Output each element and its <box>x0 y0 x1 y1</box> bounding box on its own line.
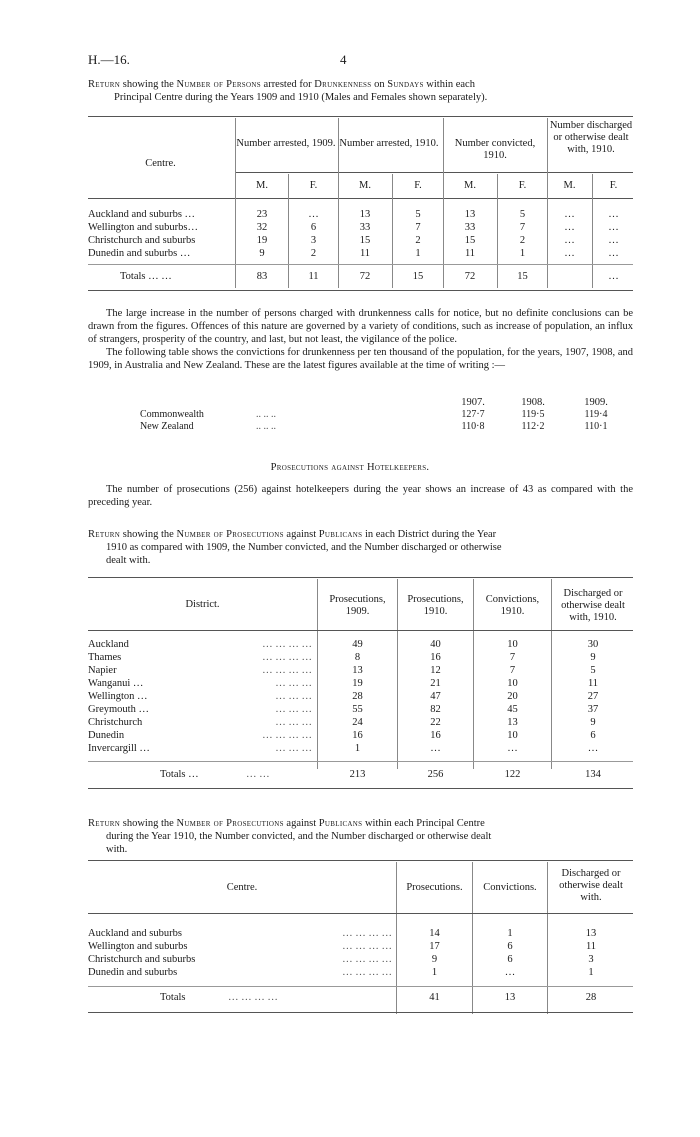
conv-row-dots: .. .. .. <box>256 409 276 420</box>
conv-year-1908: 1908. <box>521 397 545 408</box>
table-cell: 32 <box>256 222 268 233</box>
table-row-label: Dunedin and suburbs <box>88 967 178 978</box>
table-total-cell: 15 <box>412 271 424 282</box>
table-cell: 1 <box>354 743 361 754</box>
table-cell: 10 <box>507 730 518 741</box>
table-cell: 21 <box>430 678 441 689</box>
table-cell: 10 <box>507 678 518 689</box>
table-cell: 11 <box>359 248 371 259</box>
paragraph-drunkenness: The large increase in the number of persons charged with drunkenness calls for notice, but no definite conclusions can be drawn from the figures. Offences of this nature are governed by a variety of conditions, such as increase of population, an influx of strangers, prosperity of the country, and last, but not least, the vigilance of the police. The following table shows the convictions for drunkenness per ten thousand of the population, for the years, 1907, 1908, and 1909, in Australia and New Zealand. These are the latest figures available at the time of writing :— <box>88 308 633 371</box>
table-cell: … <box>430 743 441 754</box>
table-cell: … <box>564 248 575 259</box>
t2-col-pros-1909: Prosecutions, 1909. <box>329 594 386 617</box>
table-cell: 3 <box>588 954 594 965</box>
t1-col-arrested-1909: Number arrested, 1909. <box>236 138 336 149</box>
table-row-label: Christchurch <box>88 717 143 728</box>
table-cell: 15 <box>464 235 476 246</box>
table-total-cell: 256 <box>427 769 444 780</box>
table-row-label: Auckland <box>88 639 129 650</box>
table-total-cell: … <box>608 271 619 282</box>
table-cell: 3 <box>310 235 317 246</box>
table-row-dots: … … … <box>275 717 312 728</box>
conv-cell: 110·8 <box>461 421 485 432</box>
table-cell: 6 <box>507 954 513 965</box>
table-cell: … <box>564 235 575 246</box>
t1-col-convicted-1910: Number convicted, 1910. <box>454 138 536 161</box>
table-cell: … <box>608 248 619 259</box>
table-row-dots: … … … <box>275 743 312 754</box>
table-cell: 28 <box>352 691 363 702</box>
table-row-label: Wellington and suburbs <box>88 941 188 952</box>
table-cell: 37 <box>587 704 599 715</box>
table-row-label: Napier <box>88 665 117 676</box>
table-cell: 6 <box>590 730 596 741</box>
table-total-cell: 41 <box>429 992 440 1003</box>
table-cell: 16 <box>352 730 363 741</box>
table-cell: 15 <box>359 235 371 246</box>
t1-sub-m-2: M. <box>359 180 371 191</box>
table-cell: 11 <box>585 941 597 952</box>
table-row-dots: … … … … <box>342 954 392 965</box>
conv-cell: 110·1 <box>584 421 608 432</box>
table-row-dots: … … … … <box>342 967 392 978</box>
t1-col-discharged: Number discharged or otherwise dealt with, 1910. <box>549 120 633 155</box>
table-row-dots: … … … … <box>342 928 392 939</box>
t1-col-centre: Centre. <box>145 158 176 169</box>
table-cell: 5 <box>415 209 421 220</box>
table-row-label: Dunedin and suburbs … <box>88 248 191 259</box>
table-total-cell: 72 <box>359 271 371 282</box>
conv-year-1907: 1907. <box>461 397 485 408</box>
table-cell: 11 <box>464 248 476 259</box>
table-row-dots: … … … … <box>262 665 312 676</box>
table-cell: 2 <box>310 248 317 259</box>
t1-sub-m-1: M. <box>256 180 268 191</box>
table-total-cell: 83 <box>256 271 268 282</box>
table-cell: 14 <box>429 928 440 939</box>
table-cell: 49 <box>352 639 363 650</box>
table2-caption: Return showing the Number of Prosecutions against Publicans in each District during the Year 1910 as compared with 1909, the Number convicted, and the Number discharged or otherwise dealt with. <box>88 529 502 566</box>
table-cell: 6 <box>507 941 513 952</box>
table-cell: 33 <box>464 222 476 233</box>
table-row-dots: … … … … <box>262 730 312 741</box>
table-cell: 1 <box>431 967 438 978</box>
table-cell: … <box>507 743 518 754</box>
table-cell: 1 <box>588 967 594 978</box>
table-cell: 45 <box>507 704 518 715</box>
table-row-label: Auckland and suburbs … <box>88 209 196 220</box>
table-cell: 9 <box>590 717 596 728</box>
t3-totals-label: Totals <box>160 992 186 1003</box>
conv-row-label: Commonwealth <box>140 409 204 420</box>
table-row-label: Christchurch and suburbs <box>88 954 196 965</box>
table-total-cell: 28 <box>585 992 597 1003</box>
t1-sub-m-4: M. <box>563 180 576 191</box>
table-row-dots: … … … <box>275 678 312 689</box>
table-cell: 17 <box>429 941 440 952</box>
table-cell: 1 <box>415 248 421 259</box>
table-row-dots: … … … <box>275 704 312 715</box>
table-cell: 12 <box>430 665 441 676</box>
table-cell: 2 <box>519 235 526 246</box>
table-row-dots: … … … … <box>262 639 312 650</box>
t1-sub-f-2: F. <box>414 180 422 191</box>
table-cell: 9 <box>431 954 438 965</box>
conv-year-1909: 1909. <box>584 397 608 408</box>
table-cell: 33 <box>359 222 371 233</box>
table-cell: 13 <box>464 209 476 220</box>
table-cell: 5 <box>590 665 596 676</box>
table-cell: 5 <box>519 209 526 220</box>
table-row-label: Wellington and suburbs… <box>88 222 198 233</box>
table-row-label: Invercargill … <box>88 743 150 754</box>
t3-col-disch: Discharged or otherwise dealt with. <box>559 868 623 903</box>
t1-sub-f-3: F. <box>518 180 527 191</box>
table-cell: 8 <box>354 652 361 663</box>
table-total-cell: 13 <box>504 992 516 1003</box>
table-cell: 19 <box>256 235 268 246</box>
table-row-label: Greymouth … <box>88 704 149 715</box>
table-total-cell: 122 <box>504 769 521 780</box>
t3-col-pros: Prosecutions. <box>406 882 463 893</box>
table-row-dots: … … … … <box>342 941 392 952</box>
t1-sub-f-1: F. <box>309 180 318 191</box>
table-cell: 7 <box>519 222 526 233</box>
table-cell: 1 <box>507 928 513 939</box>
table-cell: 22 <box>430 717 441 728</box>
t1-sub-m-3: M. <box>464 180 476 191</box>
table1-caption: Return showing the Number of Persons arrested for Drunkenness on Sundays within each Principal Centre during the Years 1909 and 1910 (Males and Females shown separately). <box>88 79 488 103</box>
t3-totals-dots: … … … … <box>228 992 278 1003</box>
table-cell: … <box>504 967 516 978</box>
table-row-label: Thames <box>88 652 122 663</box>
table-row-label: Christchurch and suburbs <box>88 235 196 246</box>
table-cell: … <box>308 209 319 220</box>
table-cell: 16 <box>430 730 441 741</box>
table-row-label: Wellington … <box>88 691 148 702</box>
table-cell: 2 <box>415 235 421 246</box>
table-row-dots: … … … … <box>262 652 312 663</box>
table-cell: 13 <box>585 928 597 939</box>
conv-cell: 112·2 <box>521 421 545 432</box>
table-cell: 13 <box>352 665 363 676</box>
t1-sub-f-4: F. <box>609 180 618 191</box>
t2-col-disch-1910: Discharged or otherwise dealt with, 1910. <box>561 588 625 623</box>
paragraph-prosecutions: The number of prosecutions (256) against hotelkeepers during the year shows an increase of 43 as compared with the preceding year. <box>88 484 633 508</box>
table-cell: 47 <box>430 691 441 702</box>
table-cell: 10 <box>507 639 518 650</box>
page-number: 4 <box>340 52 347 67</box>
table-cell: … <box>564 222 575 233</box>
table-cell: … <box>608 222 619 233</box>
table-total-cell: 213 <box>349 769 366 780</box>
table-cell: 30 <box>587 639 599 650</box>
table-row-label: Dunedin <box>88 730 125 741</box>
table-cell: 11 <box>587 678 599 689</box>
table-cell: 6 <box>310 222 317 233</box>
table-cell: 7 <box>415 222 421 233</box>
t1-totals-label: Totals … … <box>120 271 172 282</box>
t3-col-centre: Centre. <box>226 882 258 893</box>
table-cell: … <box>608 209 619 220</box>
table-cell: 82 <box>430 704 441 715</box>
conv-row-dots: .. .. .. <box>256 421 276 432</box>
table-cell: 13 <box>507 717 518 728</box>
table-cell: 7 <box>509 652 516 663</box>
t1-col-arrested-1910: Number arrested, 1910. <box>339 138 439 149</box>
document-reference: H.—16. <box>88 52 130 67</box>
conv-cell: 119·5 <box>521 409 545 420</box>
t2-col-pros-1910: Prosecutions, 1910. <box>407 594 464 617</box>
table-row-label: Wanganui … <box>88 678 144 689</box>
table-cell: 27 <box>587 691 599 702</box>
table-cell: 7 <box>509 665 516 676</box>
table-total-cell: 15 <box>517 271 528 282</box>
conv-row-label: New Zealand <box>140 421 194 432</box>
table-cell: … <box>587 743 599 754</box>
table-total-cell: 11 <box>308 271 319 282</box>
t2-col-conv-1910: Convictions, 1910. <box>485 594 540 617</box>
conv-cell: 119·4 <box>584 409 608 420</box>
table-cell: 9 <box>259 248 265 259</box>
table-total-cell: 134 <box>585 769 601 780</box>
table-cell: 16 <box>430 652 441 663</box>
table-cell: 23 <box>256 209 268 220</box>
t2-totals-dots: … … <box>246 769 270 780</box>
table-cell: 13 <box>359 209 371 220</box>
table-row-label: Auckland and suburbs <box>88 928 182 939</box>
table-cell: 20 <box>507 691 518 702</box>
table-cell: 19 <box>352 678 363 689</box>
table-cell: … <box>608 235 619 246</box>
table-cell: 40 <box>430 639 441 650</box>
table-cell: … <box>564 209 575 220</box>
table-cell: 55 <box>352 704 363 715</box>
table-cell: 24 <box>352 717 363 728</box>
t2-col-district: District. <box>185 599 220 610</box>
conv-cell: 127·7 <box>461 409 485 420</box>
section-heading: Prosecutions against Hotelkeepers. <box>270 462 430 473</box>
table-row-dots: … … … <box>275 691 312 702</box>
table-cell: 1 <box>519 248 526 259</box>
t2-totals-label: Totals … <box>160 769 199 780</box>
table-cell: 9 <box>590 652 596 663</box>
table3-caption: Return showing the Number of Prosecutions against Publicans within each Principal Centre during the Year 1910, the Number convicted, and the Number discharged or otherwise dealt with. <box>88 818 492 855</box>
table-total-cell: 72 <box>464 271 476 282</box>
t3-col-conv: Convictions. <box>483 882 537 893</box>
